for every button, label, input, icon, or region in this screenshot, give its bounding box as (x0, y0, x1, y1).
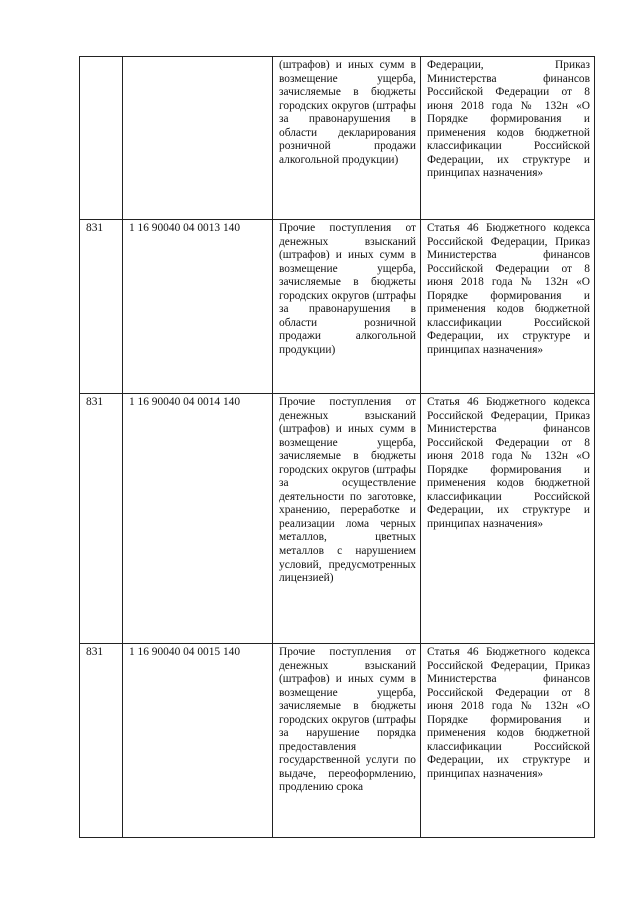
budget-code-cell: 1 16 90040 04 0015 140 (123, 644, 273, 838)
table-row (80, 57, 595, 220)
admin-code-cell: 831 (80, 644, 123, 838)
admin-code-cell: 831 (80, 394, 123, 644)
income-description-cell: Прочие поступления от денежных взысканий (штрафов) и иных сумм в возмещение ущерба, зачисляемые в бюджеты городских округов (штрафы за правонарушения в области розничной продажи алкогольной продукции) (273, 220, 421, 394)
legal-basis-cell: Статья 46 Бюджетного кодекса Российской Федерации, Приказ Министерства финансов Российской Федерации от 8 июня 2018 года № 132н «О Порядке формирования и применения кодов бюджетной классификации Российской Федерации, их структуре и принципах назначения» (421, 220, 595, 394)
income-description-cell: Прочие поступления от денежных взысканий (штрафов) и иных сумм в возмещение ущерба, зачисляемые в бюджеты городских округов (штрафы за осуществление деятельности по заготовке, хранению, переработке и реализации лома черных металлов, цветных металлов с нарушением условий, предусмотренных лицензией) (273, 394, 421, 644)
legal-basis-cell: Федерации, Приказ Министерства финансов Российской Федерации от 8 июня 2018 года № 132н «О Порядке формирования и применения кодов бюджетной классификации Российской Федерации, их структуре и принципах назначения» (421, 57, 595, 220)
table-row (80, 394, 595, 644)
income-description-cell: (штрафов) и иных сумм в возмещение ущерба, зачисляемые в бюджеты городских округов (штрафы за правонарушения в области декларирования розничной продажи алкогольной продукции) (273, 57, 421, 220)
budget-code-cell: 1 16 90040 04 0013 140 (123, 220, 273, 394)
admin-code-cell: 831 (80, 220, 123, 394)
table-row (80, 644, 595, 838)
legal-basis-cell: Статья 46 Бюджетного кодекса Российской Федерации, Приказ Министерства финансов Российской Федерации от 8 июня 2018 года № 132н «О Порядке формирования и применения кодов бюджетной классификации Российской Федерации, их структуре и принципах назначения» (421, 394, 595, 644)
budget-code-cell (123, 57, 273, 220)
income-description-cell: Прочие поступления от денежных взысканий (штрафов) и иных сумм в возмещение ущерба, зачисляемые в бюджеты городских округов (штрафы за нарушение порядка предоставления государственной услуги по выдаче, переоформлению, продлению срока (273, 644, 421, 838)
table-row (80, 220, 595, 394)
budget-code-cell: 1 16 90040 04 0014 140 (123, 394, 273, 644)
legal-basis-cell: Статья 46 Бюджетного кодекса Российской Федерации, Приказ Министерства финансов Российской Федерации от 8 июня 2018 года № 132н «О Порядке формирования и применения кодов бюджетной классификации Российской Федерации, их структуре и принципах назначения» (421, 644, 595, 838)
budget-codes-table (79, 56, 595, 838)
admin-code-cell (80, 57, 123, 220)
